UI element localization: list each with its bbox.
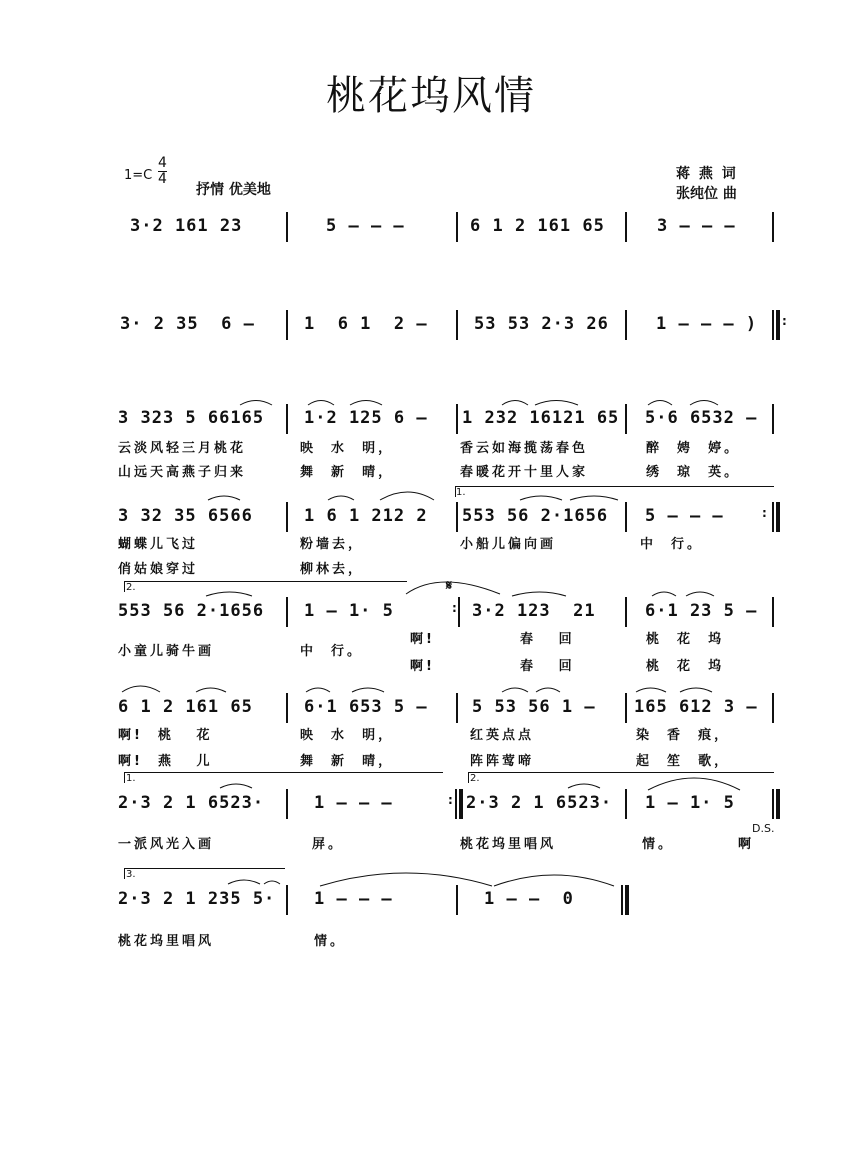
lyric-verse-1: 红英点点: [470, 728, 535, 743]
tempo-marking: 抒情 优美地: [196, 182, 271, 198]
lyric-verse-1: 桃花坞里唱风: [118, 934, 215, 949]
slur: [502, 688, 528, 692]
slur: [240, 401, 272, 406]
measure: 1 – – 0: [484, 889, 574, 909]
lyric-verse-1: 粉墙去，: [300, 537, 365, 552]
lyric-verse-1: 中 行。: [300, 644, 364, 659]
lyric-verse-2: 阵阵莺啼: [470, 754, 535, 769]
lyric-verse-1: 桃 花 坞: [646, 632, 725, 647]
lyric-verse-1: 啊: [738, 837, 755, 852]
lyric-verse-2: 舞 新 晴，: [300, 465, 395, 480]
measure: 553 56 2·1656: [462, 506, 609, 526]
slur: [568, 784, 600, 788]
measure: 1·2 125 6 –: [304, 408, 428, 428]
lyric-verse-2: 舞 新 晴，: [300, 754, 395, 769]
volta-first-label: 1.: [126, 773, 136, 784]
measure: 3 32 35 6566: [118, 506, 253, 526]
measure: 1 – – – ): [656, 314, 758, 334]
measure: 3·2 123 21: [472, 601, 596, 621]
slur: [220, 784, 252, 788]
lyric-verse-1: 情。: [642, 837, 675, 852]
slur: [686, 592, 714, 596]
lyric-verse-1: 屏。: [312, 837, 345, 852]
measure: 3 323 5 66165: [118, 408, 265, 428]
lyric-verse-1: 桃花坞里唱风: [460, 837, 557, 852]
slur: [570, 496, 618, 500]
lyric-verse-2: 起 笙 歌，: [636, 754, 731, 769]
lyric-verse-1: 醉 娉 婷。: [646, 441, 741, 456]
lyric-verse-1: 映 水 明，: [300, 728, 395, 743]
lyric-verse-1: 蝴蝶儿飞过: [118, 537, 199, 552]
lyric-verse-1: 一派风光入画: [118, 837, 215, 852]
lyric-verse-2: 柳林去，: [300, 562, 365, 577]
measure: 1 – – –: [314, 793, 393, 813]
slur: [306, 688, 330, 692]
slur: [380, 492, 434, 500]
repeat-dots: :: [452, 601, 457, 615]
slur: [406, 582, 500, 594]
slur: [328, 496, 354, 500]
slur: [648, 778, 740, 790]
lyric-verse-2: 俏姑娘穿过: [118, 562, 199, 577]
measure: 2·3 2 1 6523·: [118, 793, 265, 813]
lyric-verse-2: 山远天高燕子归来: [118, 465, 247, 480]
slur: [308, 401, 334, 406]
slur: [228, 880, 260, 884]
lyric-verse-1: 啊! 桃 花: [118, 728, 213, 743]
slur: [535, 401, 578, 406]
lyric-verse-2: 春 回: [520, 659, 575, 674]
slur: [636, 688, 666, 692]
slur: [122, 686, 160, 692]
composer-credit: 张纯位 曲: [676, 186, 737, 202]
time-signature-bottom: 4: [158, 171, 167, 187]
lyric-verse-1: 小童儿骑牛画: [118, 644, 215, 659]
lyric-verse-1: 情。: [314, 934, 347, 949]
lyric-verse-2: 春暖花开十里人家: [460, 465, 589, 480]
measure: 5 – – –: [326, 216, 405, 236]
measure: 1 232 16121 65: [462, 408, 620, 428]
measure: 5·6 6532 –: [645, 408, 758, 428]
volta-second-label: 2.: [470, 773, 480, 784]
measure: 3·2 161 23: [130, 216, 243, 236]
slur: [520, 496, 562, 500]
volta-third-label: 3.: [126, 869, 136, 880]
slur: [206, 592, 252, 596]
lyric-verse-2: 啊!: [410, 659, 435, 674]
key-signature: 1=C: [124, 168, 153, 183]
slur: [502, 401, 528, 406]
slur: [264, 881, 280, 884]
volta-first-label: 1.: [456, 487, 466, 498]
lyric-verse-1: 云淡风轻三月桃花: [118, 441, 247, 456]
slur: [320, 873, 492, 886]
measure: 5 53 56 1 –: [472, 697, 596, 717]
da-segno-marking: D.S.: [752, 822, 775, 835]
measure: 6·1 23 5 –: [645, 601, 758, 621]
slur: [536, 688, 560, 692]
measure: 165 612 3 –: [634, 697, 758, 717]
slur: [494, 875, 614, 886]
measure: 2·3 2 1 235 5·: [118, 889, 276, 909]
segno-icon: 𝄋: [446, 578, 453, 594]
slur: [690, 401, 718, 406]
measure: 1 – – –: [314, 889, 393, 909]
measure: 553 56 2·1656: [118, 601, 265, 621]
measure: 2·3 2 1 6523·: [466, 793, 613, 813]
lyric-verse-1: 香云如海揽荡春色: [460, 441, 589, 456]
lyric-verse-2: 啊! 燕 儿: [118, 754, 213, 769]
repeat-dots: :: [762, 506, 767, 520]
measure: 3 – – –: [657, 216, 736, 236]
volta-second-label: 2.: [126, 582, 136, 593]
repeat-dots: :: [782, 314, 787, 328]
lyric-verse-1: 啊!: [410, 632, 435, 647]
measure: 5 – – –: [645, 506, 724, 526]
measure: 1 – 1· 5: [645, 793, 735, 813]
lyric-verse-1: 小船儿偏向画: [460, 537, 557, 552]
measure: 3· 2 35 6 –: [120, 314, 255, 334]
measure: 53 53 2·3 26: [474, 314, 609, 334]
lyricist-credit: 蒋 燕 词: [676, 166, 738, 182]
measure: 6·1 653 5 –: [304, 697, 428, 717]
slur: [680, 688, 712, 692]
lyric-verse-1: 中 行。: [640, 537, 704, 552]
measure: 1 6 1 212 2: [304, 506, 428, 526]
measure: 1 6 1 2 –: [304, 314, 428, 334]
measure: 6 1 2 161 65: [118, 697, 253, 717]
slur: [208, 496, 240, 500]
lyric-verse-1: 春 回: [520, 632, 575, 647]
measure: 1 – 1· 5: [304, 601, 394, 621]
lyric-verse-2: 桃 花 坞: [646, 659, 725, 674]
lyric-verse-2: 绣 琼 英。: [646, 465, 741, 480]
slur: [648, 401, 672, 406]
slur: [652, 592, 676, 596]
slur: [350, 401, 382, 406]
slur: [352, 688, 384, 692]
slur: [512, 592, 566, 596]
lyric-verse-1: 映 水 明，: [300, 441, 395, 456]
song-title: 桃花坞风情: [326, 73, 536, 119]
repeat-dots: :: [448, 793, 453, 807]
time-signature-top: 4: [158, 155, 167, 171]
slur: [196, 688, 226, 692]
lyric-verse-1: 染 香 痕，: [636, 728, 731, 743]
measure: 6 1 2 161 65: [470, 216, 605, 236]
